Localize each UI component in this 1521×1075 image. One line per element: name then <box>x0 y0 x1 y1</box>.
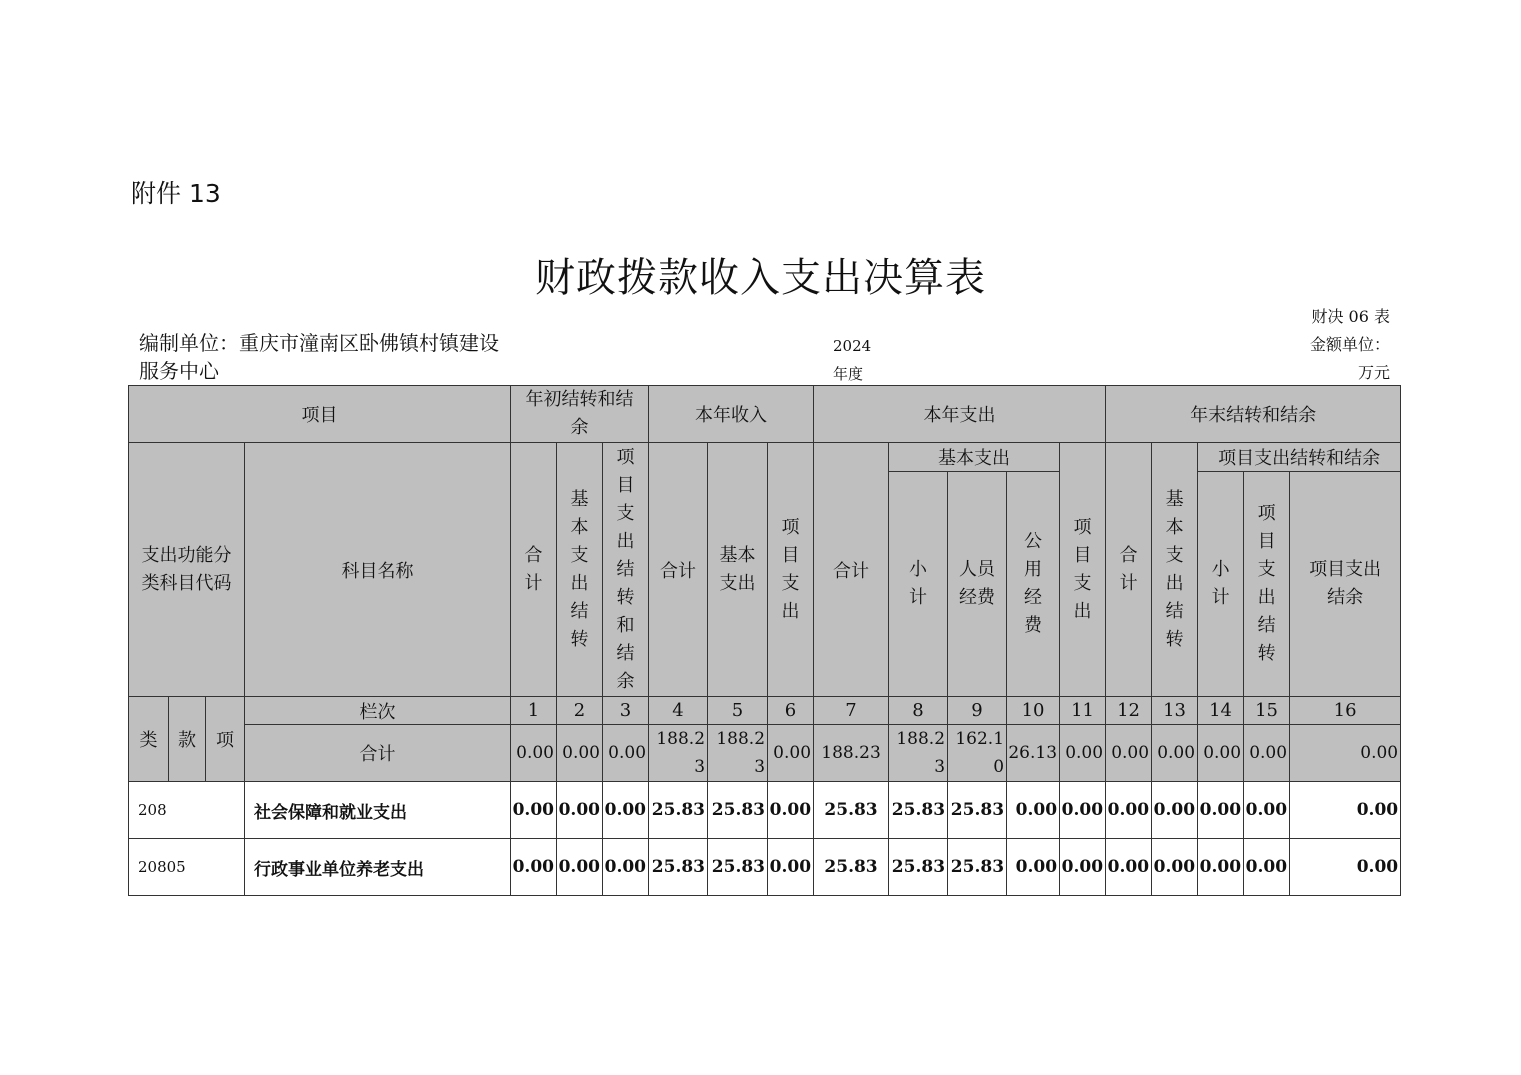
finance-table <box>128 385 1401 896</box>
header-closing-subtotal: 小计 <box>1198 472 1244 697</box>
column-number: 3 <box>603 697 649 725</box>
header-closing: 年末结转和结余 <box>1106 386 1401 443</box>
table-cell: 25.83 <box>948 782 1007 839</box>
total-cell: 0.00 <box>1152 725 1198 782</box>
header-item: 项目 <box>129 386 511 443</box>
table-cell: 0.00 <box>1007 782 1060 839</box>
table-cell: 0.00 <box>1106 782 1152 839</box>
table-cell: 25.83 <box>708 782 768 839</box>
table-cell: 0.00 <box>768 782 814 839</box>
table-cell: 25.83 <box>948 839 1007 896</box>
table-cell: 0.00 <box>557 782 603 839</box>
header-expense-project: 项目支出 <box>1060 443 1106 697</box>
column-number: 15 <box>1244 697 1290 725</box>
table-row <box>129 839 1401 896</box>
money-unit-value: 万元 <box>1357 363 1390 382</box>
table-cell: 0.00 <box>1060 839 1106 896</box>
header-personnel: 人员经费 <box>948 472 1007 697</box>
table-cell: 0.00 <box>768 839 814 896</box>
total-cell: 0.00 <box>768 725 814 782</box>
total-cell: 162.10 <box>948 725 1007 782</box>
total-cell: 0.00 <box>1198 725 1244 782</box>
table-cell: 0.00 <box>1290 839 1401 896</box>
header-public: 公用经费 <box>1007 472 1060 697</box>
header-closing-project-surplus: 项目支出结余 <box>1290 472 1401 697</box>
total-cell: 0.00 <box>1106 725 1152 782</box>
total-cell: 0.00 <box>557 725 603 782</box>
row-subject-name: 社会保障和就业支出 <box>245 782 511 839</box>
column-number: 6 <box>768 697 814 725</box>
table-cell: 0.00 <box>1152 839 1198 896</box>
header-func-code: 支出功能分类科目代码 <box>129 443 245 697</box>
column-number: 4 <box>649 697 708 725</box>
table-cell: 0.00 <box>1060 782 1106 839</box>
total-cell: 0.00 <box>1290 725 1401 782</box>
table-cell: 0.00 <box>511 782 557 839</box>
fiscal-year-number: 2024 <box>833 337 872 355</box>
total-cell: 0.00 <box>603 725 649 782</box>
column-number: 10 <box>1007 697 1060 725</box>
total-cell: 0.00 <box>1244 725 1290 782</box>
header-closing-project-group: 项目支出结转和结余 <box>1198 443 1401 472</box>
column-number: 14 <box>1198 697 1244 725</box>
header-xiang: 项 <box>206 697 245 782</box>
column-number: 11 <box>1060 697 1106 725</box>
table-cell: 25.83 <box>649 782 708 839</box>
header-expense-total: 合计 <box>814 443 889 697</box>
header-subtotal: 小计 <box>889 472 948 697</box>
column-number: 12 <box>1106 697 1152 725</box>
table-cell: 25.83 <box>708 839 768 896</box>
row-subject-name: 行政事业单位养老支出 <box>245 839 511 896</box>
attachment-label: 附件 13 <box>131 179 221 208</box>
table-cell: 0.00 <box>557 839 603 896</box>
total-cell: 26.13 <box>1007 725 1060 782</box>
table-row <box>129 782 1401 839</box>
total-cell: 188.23 <box>649 725 708 782</box>
header-opening: 年初结转和结余 <box>511 386 649 443</box>
row-code: 208 <box>129 782 245 839</box>
column-number: 7 <box>814 697 889 725</box>
header-opening-project: 项目支出结转和结余 <box>603 443 649 697</box>
total-cell: 188.23 <box>708 725 768 782</box>
table-cell: 0.00 <box>1290 782 1401 839</box>
total-cell: 188.23 <box>814 725 889 782</box>
header-subject-name: 科目名称 <box>245 443 511 697</box>
table-cell: 0.00 <box>1007 839 1060 896</box>
table-cell: 0.00 <box>603 782 649 839</box>
header-income-total: 合计 <box>649 443 708 697</box>
header-column-no: 栏次 <box>245 697 511 725</box>
header-kuan: 款 <box>169 697 206 782</box>
fiscal-year-suffix: 年度 <box>833 365 864 383</box>
total-cell: 188.23 <box>889 725 948 782</box>
table-cell: 0.00 <box>1152 782 1198 839</box>
header-opening-total: 合计 <box>511 443 557 697</box>
column-number: 16 <box>1290 697 1401 725</box>
table-cell: 0.00 <box>1198 782 1244 839</box>
column-number: 5 <box>708 697 768 725</box>
column-number: 2 <box>557 697 603 725</box>
header-closing-total: 合计 <box>1106 443 1152 697</box>
header-closing-basic-carry: 基本支出结转 <box>1152 443 1198 697</box>
table-cell: 0.00 <box>1244 839 1290 896</box>
money-unit-label: 金额单位： <box>1309 335 1390 354</box>
column-number: 13 <box>1152 697 1198 725</box>
header-expense-basic: 基本支出 <box>889 443 1060 472</box>
header-income-project: 项目支出 <box>768 443 814 697</box>
table-cell: 0.00 <box>1244 782 1290 839</box>
header-income-basic: 基本支出 <box>708 443 768 697</box>
row-code: 20805 <box>129 839 245 896</box>
column-number: 9 <box>948 697 1007 725</box>
total-row-label: 合计 <box>245 725 511 782</box>
table-cell: 25.83 <box>889 839 948 896</box>
header-expense: 本年支出 <box>814 386 1106 443</box>
fiscal-year <box>833 332 871 388</box>
header-closing-project-carry: 项目支出结转 <box>1244 472 1290 697</box>
table-cell: 25.83 <box>889 782 948 839</box>
header-lei: 类 <box>129 697 169 782</box>
total-cell: 0.00 <box>1060 725 1106 782</box>
form-number: 财决 06 表 <box>1311 307 1390 326</box>
total-cell: 0.00 <box>511 725 557 782</box>
column-number: 1 <box>511 697 557 725</box>
column-number: 8 <box>889 697 948 725</box>
table-cell: 0.00 <box>603 839 649 896</box>
table-cell: 0.00 <box>1106 839 1152 896</box>
table-cell: 0.00 <box>1198 839 1244 896</box>
table-cell: 25.83 <box>814 782 889 839</box>
table-cell: 25.83 <box>649 839 708 896</box>
prepared-by: 编制单位：重庆市潼南区卧佛镇村镇建设服务中心 <box>139 331 499 383</box>
table-cell: 0.00 <box>511 839 557 896</box>
page-title: 财政拨款收入支出决算表 <box>535 255 986 301</box>
header-opening-basic-carry: 基本支出结转 <box>557 443 603 697</box>
money-unit <box>1310 331 1390 387</box>
table-cell: 25.83 <box>814 839 889 896</box>
header-income: 本年收入 <box>649 386 814 443</box>
